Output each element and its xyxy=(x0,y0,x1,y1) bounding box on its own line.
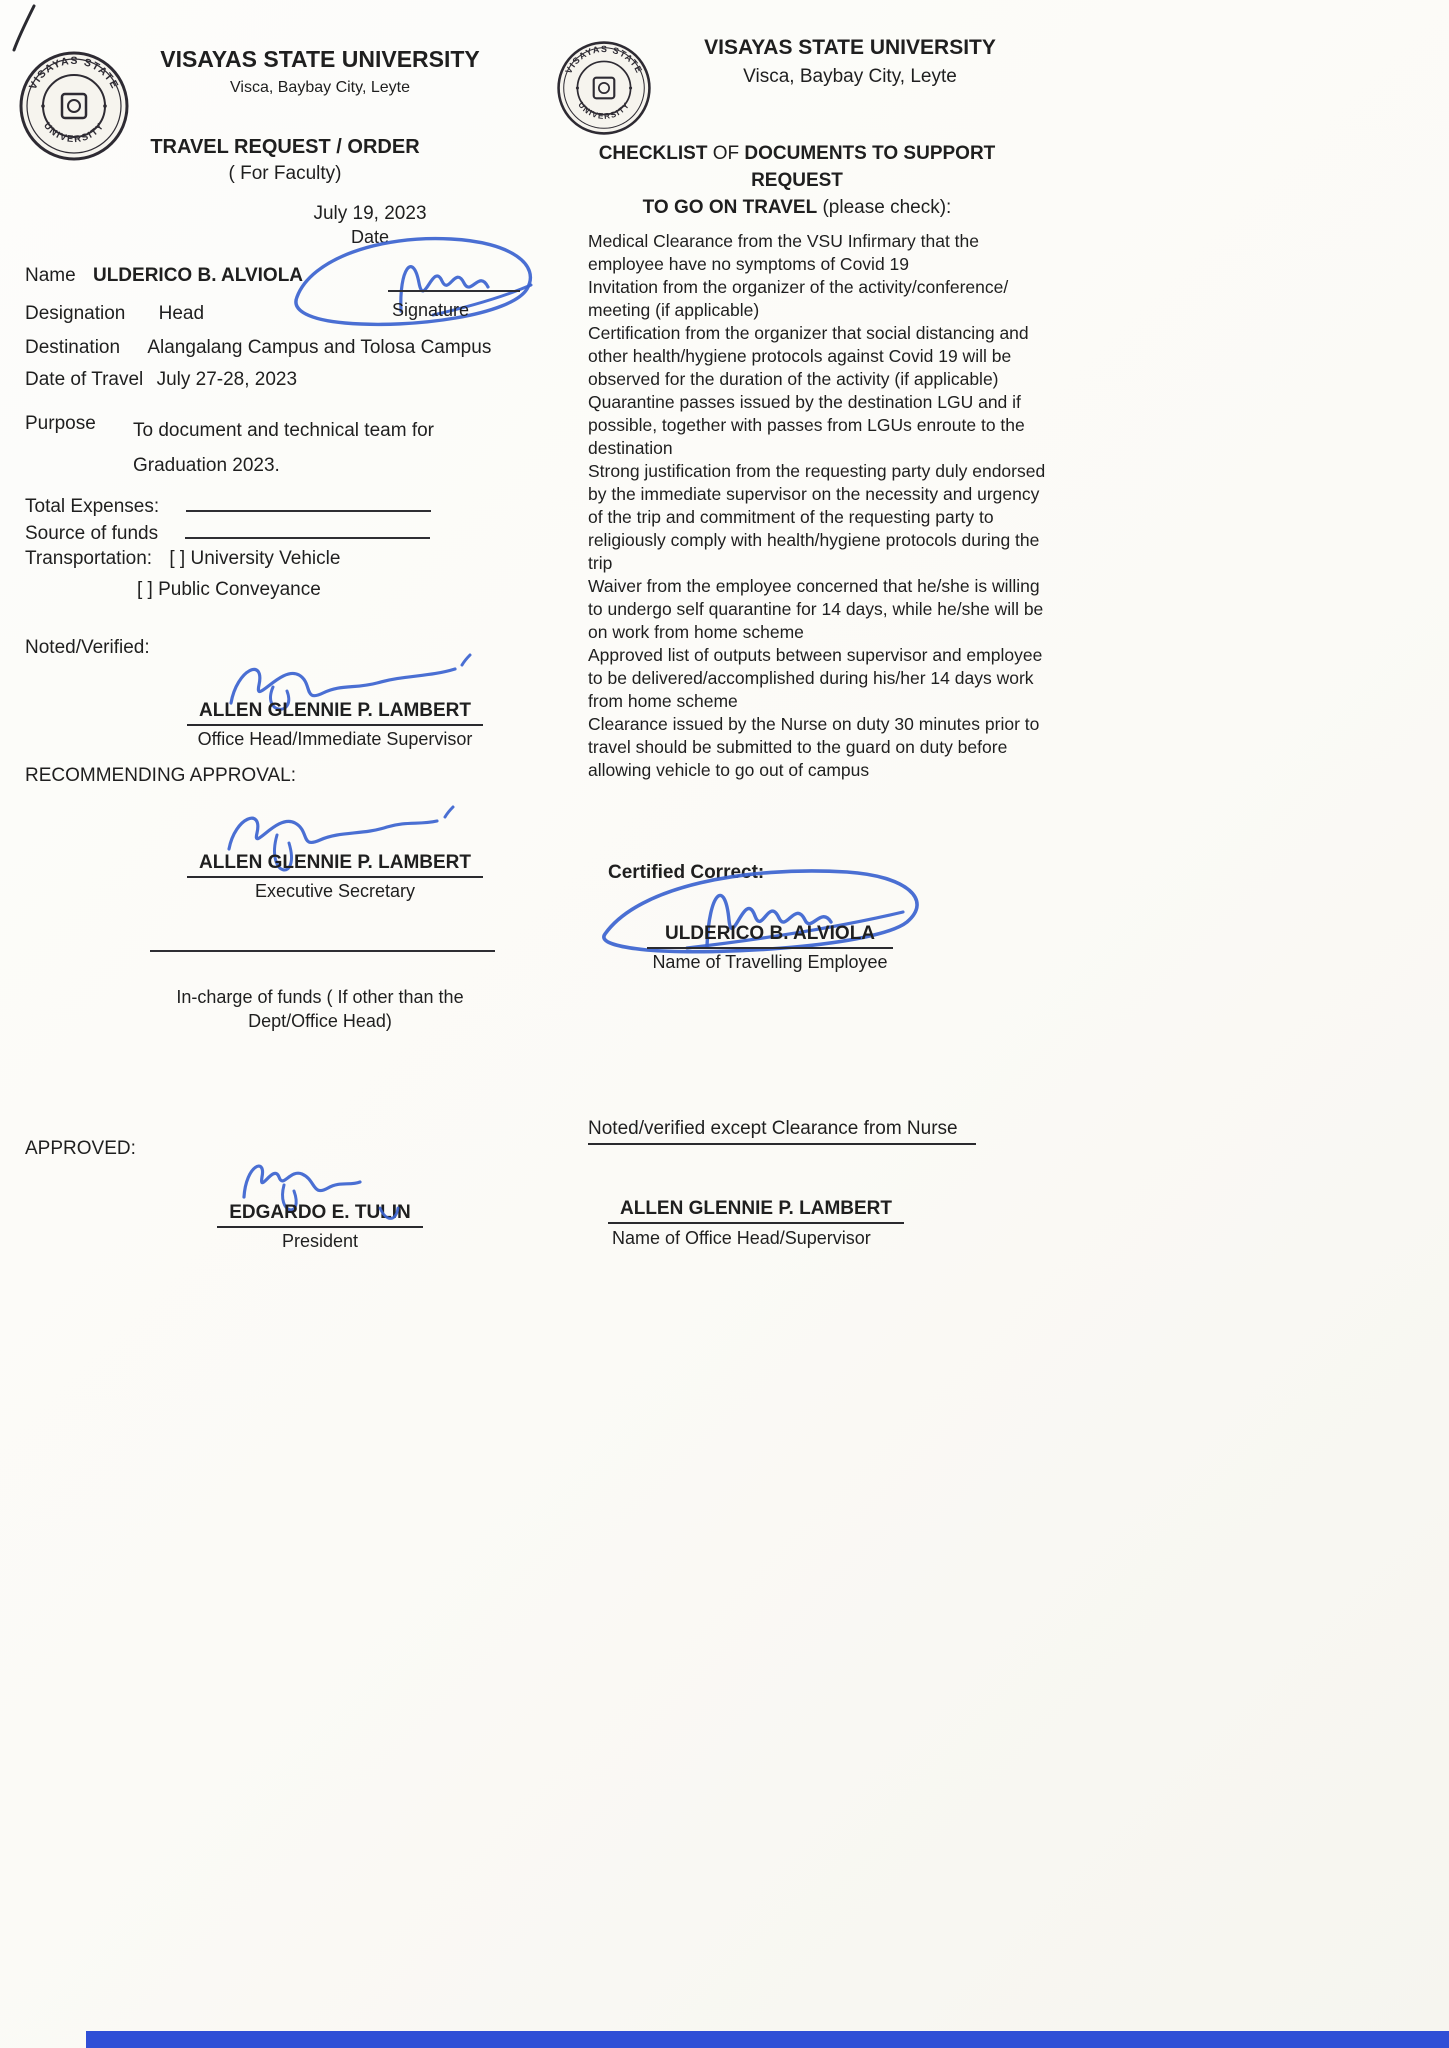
form-title: TRAVEL REQUEST / ORDER xyxy=(150,136,420,158)
seal-bottom-text: UNIVERSITY xyxy=(576,100,632,122)
noted-verified-label: Noted/Verified: xyxy=(25,637,150,658)
designation-value: Head xyxy=(158,303,205,324)
source-of-funds-label: Source of funds xyxy=(25,522,159,544)
date-label: Date xyxy=(350,227,390,247)
transport-option-public: [ ] Public Conveyance xyxy=(137,579,321,600)
transport-option-university: [ ] University Vehicle xyxy=(169,548,341,569)
checklist-item: Quarantine passes issued by the destination LGU and if possible, together with passes from LGUs enroute to the destination xyxy=(588,392,1025,458)
form-subtitle: ( For Faculty) xyxy=(228,163,342,184)
seal-top-text: VISAYAS STATE xyxy=(563,43,645,76)
incharge-line2: Dept/Office Head) xyxy=(248,1011,392,1031)
total-expenses-label: Total Expenses: xyxy=(25,495,160,517)
checklist-title-b3: TO GO ON TRAVEL xyxy=(642,197,818,218)
noted-name: ALLEN GLENNIE P. LAMBERT xyxy=(187,700,483,726)
checklist-item: Waiver from the employee concerned that he/she is willing to undergo self quarantine for 14 days, while he/she will be on work from home scheme xyxy=(588,576,1044,642)
purpose-line2: Graduation 2023. xyxy=(133,455,280,476)
university-name-left: VISAYAS STATE UNIVERSITY xyxy=(160,46,480,72)
certified-name: ULDERICO B. ALVIOLA xyxy=(647,923,893,949)
checklist-title-n2: (please check): xyxy=(822,197,952,218)
checklist-item: Invitation from the organizer of the activity/conference/ meeting (if applicable) xyxy=(588,277,1009,320)
checklist-item: Clearance issued by the Nurse on duty 30 minutes prior to travel should be submitted to the guard on duty before allowing vehicle to go out of campus xyxy=(588,714,1040,780)
checklist-item: Certification from the organizer that social distancing and other health/hygiene protocols against Covid 19 will be observed for the duration of the activity (if applicable) xyxy=(588,323,1029,389)
seal-bottom-text: UNIVERSITY xyxy=(41,120,107,146)
university-address-left: Visca, Baybay City, Leyte xyxy=(230,79,410,96)
approved-name: EDGARDO E. TULIN xyxy=(217,1202,423,1228)
checklist-item: Strong justification from the requesting party duly endorsed by the immediate supervisor on the necessity and urgency of the trip and commitment of the requesting party to religiously comply with health/hygiene protocols during the trip xyxy=(588,461,1046,573)
certified-title: Name of Travelling Employee xyxy=(652,952,888,972)
name-label: Name xyxy=(25,265,76,286)
date-of-travel-value: July 27-28, 2023 xyxy=(156,369,298,390)
recommending-title: Executive Secretary xyxy=(254,881,416,901)
signature-label: Signature xyxy=(392,300,470,320)
incharge-signature-line xyxy=(150,930,495,952)
date-of-travel-label: Date of Travel xyxy=(25,369,144,390)
university-address-right: Visca, Baybay City, Leyte xyxy=(743,66,957,87)
pen-mark xyxy=(6,2,40,54)
destination-value: Alangalang Campus and Tolosa Campus xyxy=(147,337,492,358)
name-value: ULDERICO B. ALVIOLA xyxy=(92,265,304,286)
supervisor-title: Name of Office Head/Supervisor xyxy=(612,1228,871,1248)
recommending-name: ALLEN GLENNIE P. LAMBERT xyxy=(187,852,483,878)
supervisor-name: ALLEN GLENNIE P. LAMBERT xyxy=(608,1198,904,1224)
checklist-item: Medical Clearance from the VSU Infirmary that the employee have no symptoms of Covid 19 xyxy=(588,231,979,274)
checklist-title-b1: CHECKLIST xyxy=(598,143,708,164)
checklist-title-line1 xyxy=(551,140,1043,194)
total-expenses-blank xyxy=(186,492,431,512)
signature-flourish xyxy=(376,1200,402,1228)
incharge-line1: In-charge of funds ( If other than the xyxy=(176,987,464,1007)
university-name-right: VISAYAS STATE UNIVERSITY xyxy=(704,36,996,59)
vsu-seal-right xyxy=(556,40,652,136)
noted-exception-text: Noted/verified except Clearance from Nurse xyxy=(588,1118,976,1145)
designation-label: Designation xyxy=(25,303,126,324)
checklist-item: Approved list of outputs between supervisor and employee to be delivered/accomplished during his/her 14 days work from home scheme xyxy=(588,645,1043,711)
noted-title: Office Head/Immediate Supervisor xyxy=(197,729,473,749)
certified-correct-label: Certified Correct: xyxy=(608,862,765,883)
seal-top-text: VISAYAS STATE xyxy=(26,54,122,92)
signature-line xyxy=(388,272,520,292)
approved-label: APPROVED: xyxy=(25,1138,136,1159)
purpose-label: Purpose xyxy=(25,413,96,434)
destination-label: Destination xyxy=(25,337,121,358)
approved-title: President xyxy=(281,1231,359,1251)
transportation-label: Transportation: xyxy=(25,548,153,569)
source-of-funds-blank xyxy=(185,519,430,539)
checklist-title-b2: DOCUMENTS TO SUPPORT REQUEST xyxy=(744,143,996,191)
checklist-items xyxy=(588,230,1046,782)
recommending-approval-label: RECOMMENDING APPROVAL: xyxy=(25,765,296,786)
checklist-title-line2 xyxy=(551,194,1043,221)
purpose-line1: To document and technical team for xyxy=(133,420,435,441)
checklist-title-n1: OF xyxy=(712,143,740,164)
date-value: July 19, 2023 xyxy=(313,203,427,224)
scan-artifact-bar xyxy=(86,2031,1449,2048)
